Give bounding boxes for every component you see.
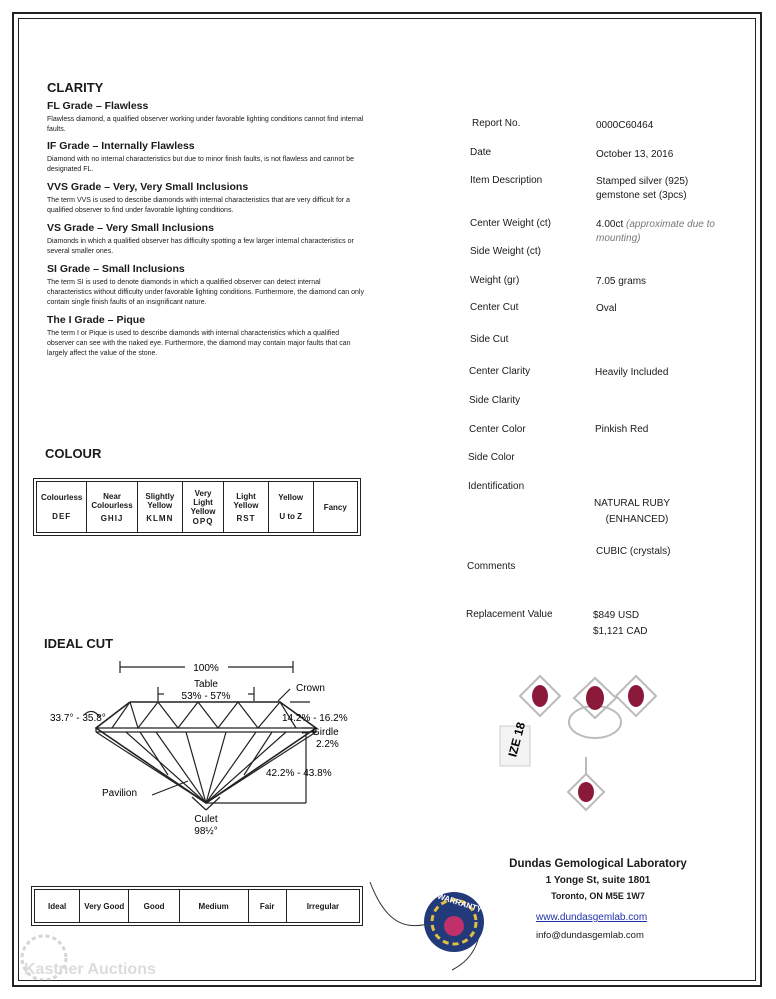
label-weight-gr: Weight (gr) bbox=[470, 275, 520, 286]
label-center-clarity: Center Clarity bbox=[469, 366, 531, 377]
grade-description: The term SI is used to denote diamonds in which a qualified observer can detect internal characteristics without difficulty under favorable lighting conditions. Furthermore, the diamond can only contain single finish faults of an insignificant nature. bbox=[47, 279, 364, 306]
dim-100pct: 100% bbox=[193, 663, 219, 674]
culet-label: Culet bbox=[194, 814, 218, 825]
girdle-label: Girdle bbox=[312, 727, 339, 738]
label-replacement-value: Replacement Value bbox=[466, 609, 553, 620]
ruby-stone bbox=[578, 782, 594, 802]
colour-light-yellow: Light Yellow RST bbox=[224, 482, 269, 533]
ideal-cut-title: IDEAL CUT bbox=[44, 636, 114, 651]
label-center-cut: Center Cut bbox=[470, 302, 519, 313]
label-side-weight: Side Weight (ct) bbox=[470, 246, 541, 257]
lab-email[interactable]: info@dundasgemlab.com bbox=[536, 930, 644, 941]
label-report-no: Report No. bbox=[472, 118, 521, 129]
clarity-grade-fl bbox=[47, 100, 365, 135]
table-label: Table bbox=[194, 679, 218, 690]
crown-label: Crown bbox=[296, 683, 325, 694]
label-center-color: Center Color bbox=[469, 424, 526, 435]
warranty-seal bbox=[362, 870, 502, 990]
grade-description: Flawless diamond, a qualified observer working under favorable lighting conditions cannot find internal faults. bbox=[47, 116, 364, 133]
value-report-no: 0000C60464 bbox=[596, 120, 654, 131]
label-side-cut: Side Cut bbox=[470, 334, 509, 345]
kastner-watermark bbox=[16, 928, 156, 988]
colour-title: COLOUR bbox=[45, 446, 102, 461]
clarity-grade-pique bbox=[47, 314, 365, 359]
label-comments: Comments bbox=[467, 561, 516, 572]
value-center-color: Pinkish Red bbox=[595, 424, 649, 435]
grade-heading: VVS Grade – Very, Very Small Inclusions bbox=[47, 181, 249, 193]
colour-yellow: Yellow U to Z bbox=[268, 482, 313, 533]
girdle-pct: 2.2% bbox=[316, 739, 339, 750]
cut-grade-good: Good bbox=[129, 890, 180, 923]
table-range: 53% - 57% bbox=[181, 691, 231, 702]
colour-near-colourless: Near Colourless GHIJ bbox=[87, 482, 137, 533]
lab-address-1: 1 Yonge St, suite 1801 bbox=[545, 875, 651, 886]
value-replacement-usd: $849 USD bbox=[593, 610, 640, 621]
ruby-stone bbox=[532, 685, 548, 707]
grade-heading: SI Grade – Small Inclusions bbox=[47, 263, 185, 275]
label-date: Date bbox=[470, 147, 492, 158]
clarity-grade-if bbox=[47, 140, 365, 175]
clarity-title: CLARITY bbox=[47, 80, 104, 95]
size-tag-text: IZE 18 bbox=[505, 720, 529, 759]
cut-grade-ideal: Ideal bbox=[35, 890, 80, 923]
cut-grade-medium: Medium bbox=[179, 890, 248, 923]
value-identification-3: CUBIC (crystals) bbox=[596, 546, 671, 557]
value-identification-2: (ENHANCED) bbox=[605, 514, 669, 525]
grade-heading: IF Grade – Internally Flawless bbox=[47, 140, 195, 152]
grade-heading: VS Grade – Very Small Inclusions bbox=[47, 222, 214, 234]
value-identification-1: NATURAL RUBY bbox=[593, 498, 671, 509]
grade-description: The term VVS is used to describe diamonds with internal characteristics that are very difficult for a qualified observer to find under favorable lighting conditions. bbox=[47, 197, 350, 214]
ruby-stone bbox=[628, 685, 644, 707]
value-center-weight: 4.00ct (approximate due to mounting) bbox=[596, 219, 715, 244]
value-weight-gr: 7.05 grams bbox=[596, 276, 647, 287]
label-side-clarity: Side Clarity bbox=[469, 395, 521, 406]
seal-text: WARRANTY bbox=[436, 891, 483, 915]
ring-band bbox=[569, 706, 621, 738]
cut-grade-fair: Fair bbox=[248, 890, 286, 923]
pavilion-depth: 42.2% - 43.8% bbox=[266, 768, 332, 779]
ruby-stone bbox=[586, 686, 604, 710]
label-identification: Identification bbox=[468, 481, 525, 492]
colour-colourless: Colourless DEF bbox=[37, 482, 87, 533]
watermark-logo-icon bbox=[16, 928, 156, 988]
crown-angle: 33.7° - 35.8° bbox=[50, 713, 106, 724]
colour-very-light-yellow: Very Light Yellow OPQ bbox=[182, 482, 223, 533]
lab-info bbox=[498, 858, 698, 901]
lab-website-link[interactable]: www.dundasgemlab.com bbox=[536, 912, 648, 923]
crown-height: 14.2% - 16.2% bbox=[282, 713, 348, 724]
colour-slightly-yellow: Slightly Yellow KLMN bbox=[137, 482, 182, 533]
clarity-grade-vvs bbox=[47, 181, 365, 216]
colour-fancy: Fancy bbox=[313, 482, 358, 533]
value-item-description: Stamped silver (925) gemstone set (3pcs) bbox=[596, 176, 689, 201]
label-side-color: Side Color bbox=[468, 452, 515, 463]
culet-angle: 98½° bbox=[194, 826, 218, 837]
value-center-cut: Oval bbox=[596, 303, 617, 314]
clarity-grade-vs bbox=[47, 222, 365, 257]
grade-heading: The I Grade – Pique bbox=[47, 314, 146, 326]
ideal-cut-diagram bbox=[40, 655, 370, 840]
cut-grade-very-good: Very Good bbox=[80, 890, 129, 923]
label-center-weight: Center Weight (ct) bbox=[470, 218, 551, 229]
watermark-text: Kastner Auctions bbox=[24, 961, 156, 978]
clarity-grade-si bbox=[47, 263, 365, 308]
grade-description: Diamonds in which a qualified observer has difficulty spotting a few larger internal characteristics or several smaller ones. bbox=[47, 238, 354, 255]
grade-description: Diamond with no internal characteristics but due to minor finish faults, is not flawless and cannot be designated FL. bbox=[47, 156, 354, 173]
label-item-description: Item Description bbox=[470, 175, 543, 186]
cut-grade-table bbox=[31, 886, 363, 926]
value-date: October 13, 2016 bbox=[596, 149, 674, 160]
grade-description: The term I or Pique is used to describe diamonds with internal characteristics which a qualified observer can see with the naked eye. Furthermore, the diamond may contain major faults that can largely affect the value of the stone. bbox=[47, 330, 351, 357]
value-replacement-cad: $1,121 CAD bbox=[593, 626, 648, 637]
weight-note: (approximate due to mounting) bbox=[596, 219, 715, 244]
lab-name: Dundas Gemological Laboratory bbox=[509, 858, 687, 870]
pavilion-label: Pavilion bbox=[102, 788, 138, 799]
lab-address-2: Toronto, ON M5E 1W7 bbox=[551, 891, 645, 901]
grade-heading: FL Grade – Flawless bbox=[47, 100, 149, 112]
cut-grade-irregular: Irregular bbox=[286, 890, 359, 923]
jewelry-photo bbox=[500, 662, 680, 822]
colour-scale-table bbox=[33, 478, 361, 536]
value-center-clarity: Heavily Included bbox=[595, 367, 669, 378]
